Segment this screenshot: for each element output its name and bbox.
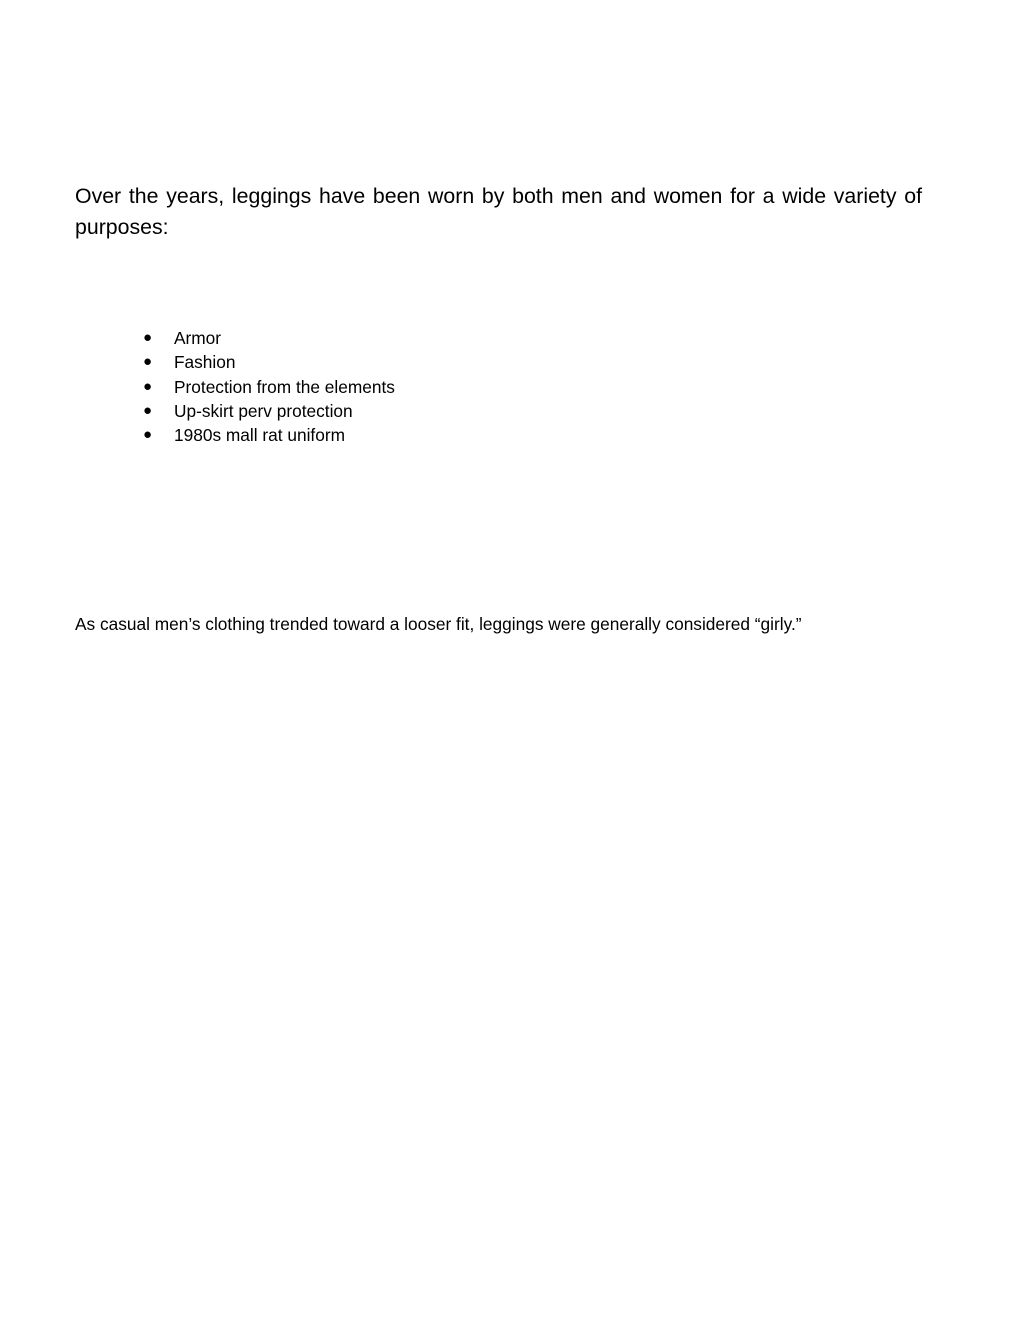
purposes-bullet-list (143, 326, 395, 447)
list-item (143, 423, 395, 447)
list-item (143, 399, 395, 423)
list-item (143, 326, 395, 350)
list-item-label: Fashion (174, 352, 236, 373)
bullet-icon: ● (143, 353, 153, 371)
list-item (143, 375, 395, 399)
intro-paragraph: Over the years, leggings have been worn by both men and women for a wide variety of purposes: (75, 184, 922, 239)
list-item-label: 1980s mall rat uniform (174, 425, 345, 446)
bullet-icon: ● (143, 329, 153, 346)
list-item-label: Armor (174, 328, 222, 348)
closing-paragraph: As casual men’s clothing trended toward a looser fit, leggings were generally considered “girly.” (75, 614, 802, 634)
bullet-icon: ● (143, 401, 153, 419)
bullet-icon: ● (143, 377, 153, 395)
bullet-icon: ● (143, 426, 153, 444)
list-item-label: Up-skirt perv protection (174, 400, 353, 421)
list-item (143, 350, 395, 374)
list-item-label: Protection from the elements (174, 376, 395, 397)
